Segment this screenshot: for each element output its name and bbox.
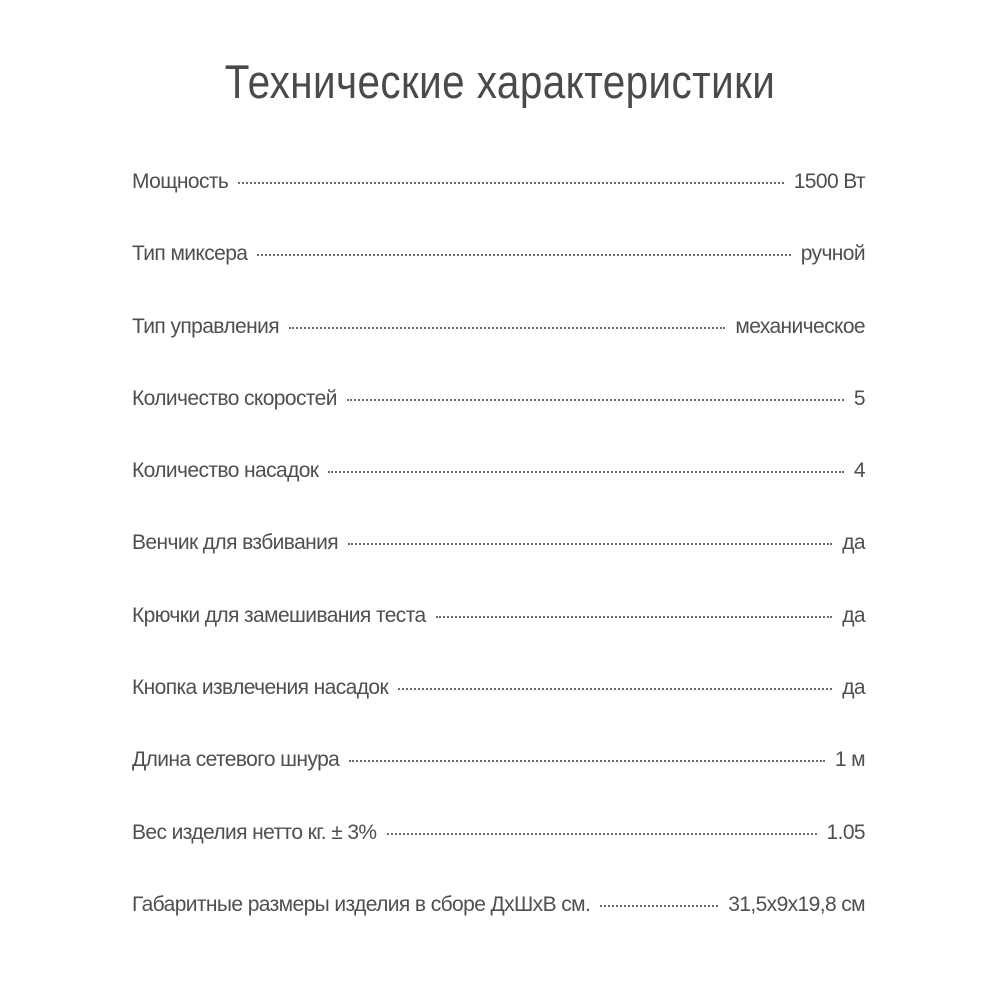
dot-leader: [398, 688, 832, 690]
spec-value: 1 м: [834, 748, 865, 772]
spec-label: Габаритные размеры изделия в сборе ДхШхВ см.: [132, 892, 591, 916]
spec-row-mixer-type: [132, 242, 865, 278]
spec-value: да: [842, 531, 865, 555]
spec-value: ручной: [800, 242, 865, 266]
spec-value: да: [842, 676, 865, 700]
dot-leader: [347, 399, 844, 401]
dot-leader: [238, 182, 783, 184]
spec-label: Вес изделия нетто кг. ± 3%: [132, 820, 377, 844]
spec-label: Крючки для замешивания теста: [132, 603, 426, 627]
spec-label: Длина сетевого шнура: [132, 748, 340, 772]
spec-value: да: [842, 603, 865, 627]
dot-leader: [349, 760, 825, 762]
dot-leader: [289, 327, 725, 329]
spec-label: Кнопка извлечения насадок: [132, 676, 389, 700]
spec-label: Количество скоростей: [132, 386, 337, 410]
spec-label: Тип миксера: [132, 242, 248, 266]
spec-row-attachments: [132, 459, 865, 495]
spec-label: Тип управления: [132, 314, 279, 338]
dot-leader: [348, 543, 832, 545]
page-title: Технические характеристики: [224, 55, 776, 108]
spec-label: Количество насадок: [132, 459, 319, 483]
spec-value: механическое: [735, 314, 865, 338]
spec-label: Мощность: [132, 170, 229, 193]
spec-row-eject-button: [132, 676, 865, 712]
spec-row-cord-length: [132, 748, 865, 784]
dot-leader: [387, 833, 817, 835]
spec-row-control-type: [132, 315, 865, 351]
spec-value: 1.05: [826, 820, 865, 844]
spec-row-whisk: [132, 531, 865, 567]
spec-list: [132, 170, 865, 965]
spec-row-power: [132, 170, 865, 206]
spec-value: 1500 Вт: [793, 170, 865, 193]
spec-label: Венчик для взбивания: [132, 531, 339, 555]
spec-value: 31,5x9x19,8 см: [728, 892, 865, 916]
dot-leader: [600, 905, 718, 907]
spec-value: 4: [853, 459, 865, 483]
spec-row-speeds: [132, 387, 865, 423]
spec-row-dimensions: [132, 893, 865, 929]
dot-leader: [328, 471, 844, 473]
spec-value: 5: [853, 386, 865, 410]
dot-leader: [436, 616, 833, 618]
dot-leader: [257, 254, 790, 256]
spec-row-net-weight: [132, 821, 865, 857]
spec-row-dough-hooks: [132, 604, 865, 640]
